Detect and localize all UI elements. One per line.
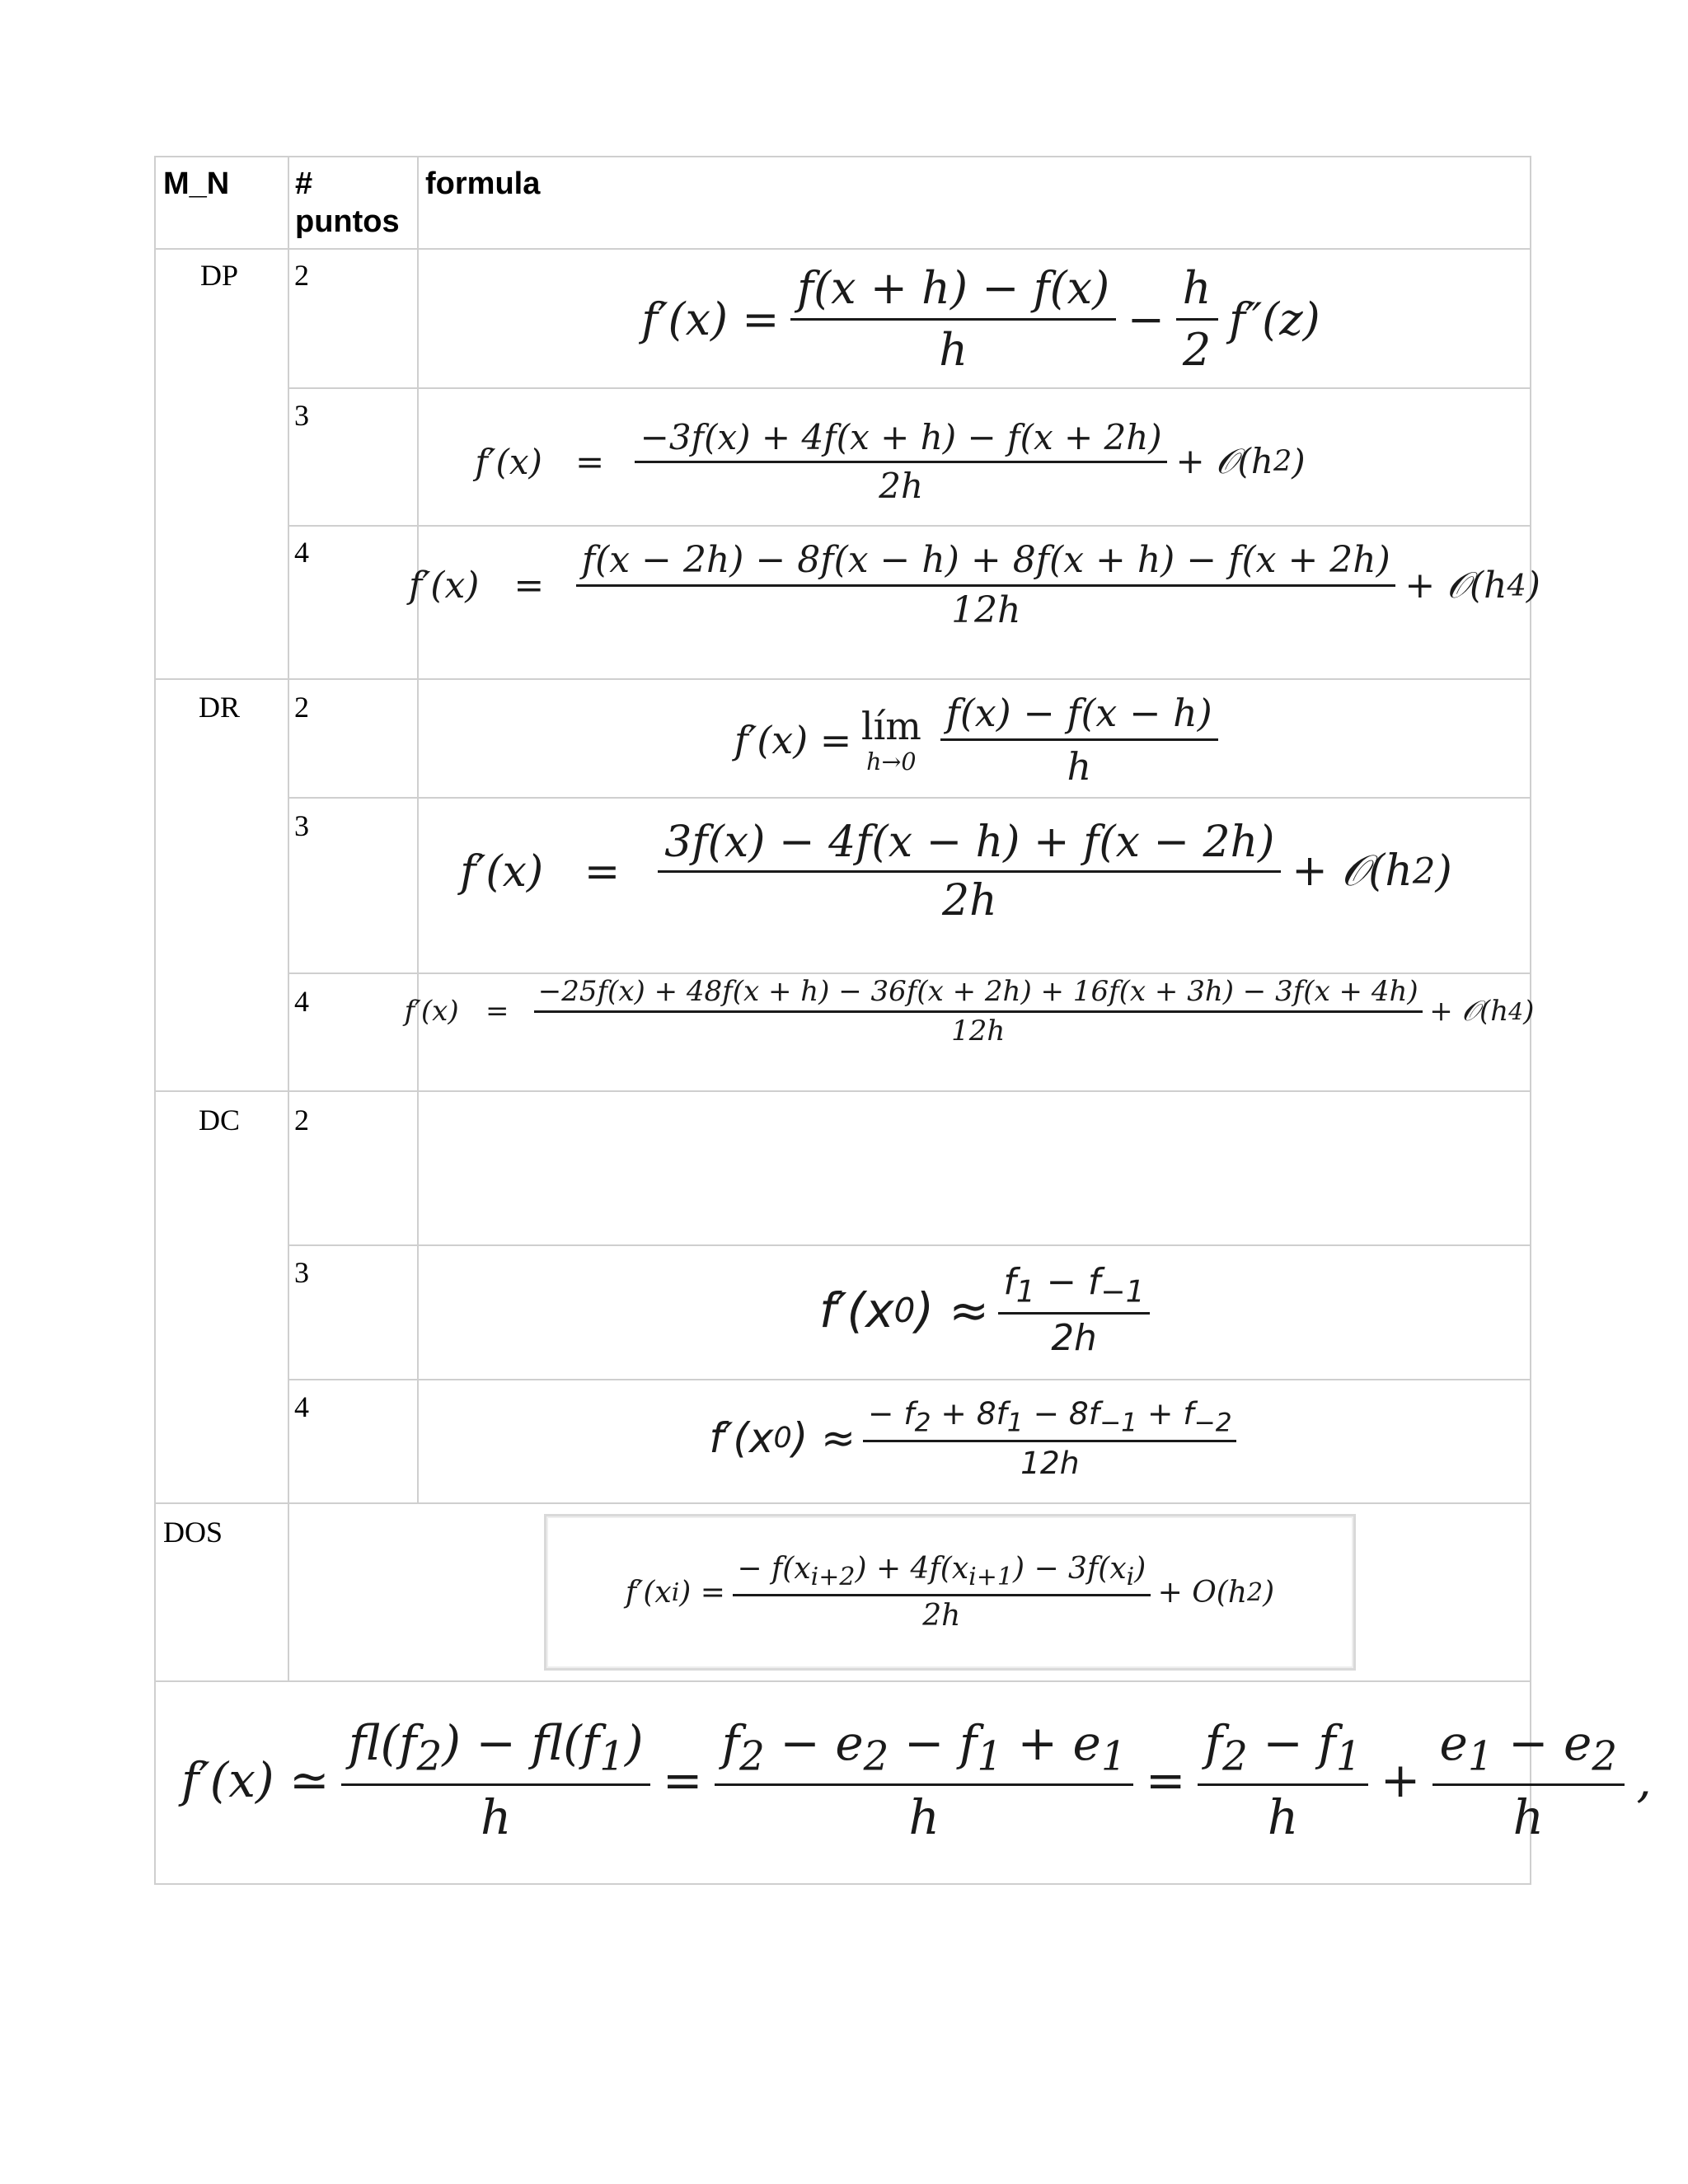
method-label: DC (199, 1104, 241, 1137)
formula-dr-4: f′(x) = −25f(x) + 48f(x + h) − 36f(x + 2h) + 16f(x + 3h) − 3f(x + 4h) 12h + 𝒪(h 4 ) (404, 974, 1535, 1048)
method-label: DP (200, 259, 239, 292)
row-divider (154, 248, 1531, 250)
row-divider (154, 1090, 1531, 1092)
formula-dr-3: f′(x) = $\frac{3f(x) - 4f(x - h) + f(x - 2h)}{2h}$ + 𝒪(h 2 ) (460, 817, 1452, 926)
subrow-divider (288, 1379, 1531, 1380)
row-divider (154, 678, 1531, 680)
formula-footer: f′(x) ≃ $\frac{fl(f_2) - fl(f_1)}{h}$ = $\frac{f_2 - e_2 - f_1 + e_1}{h}$ = $\frac{f_2 - f_1}{h}$ + $\frac{e_1 - e_2}{h}$ , (181, 1714, 1652, 1846)
column-divider (288, 156, 289, 1680)
row-divider (154, 1502, 1531, 1504)
row-divider (154, 1680, 1531, 1682)
header-points: # puntos (295, 166, 400, 239)
points-value: 4 (294, 1390, 309, 1423)
points-value: 2 (294, 691, 309, 724)
header-method: M_N (163, 166, 230, 201)
formula-dp-3: f′(x) = $\frac{-3f(x) + 4f(x + h) - f(x + 2h)}{2h}$ + 𝒪(h 2 ) (475, 417, 1306, 506)
method-label: DOS (163, 1516, 223, 1549)
points-value: 3 (294, 399, 309, 432)
method-label: DR (199, 691, 241, 724)
points-value: 3 (294, 1256, 309, 1289)
points-value: 4 (294, 536, 309, 569)
formula-dc-4: f′(x 0 ) ≈ $\frac{- f_2 + 8f_1 - 8f_{-1} + f_{-2}}{12h}$ (626, 1385, 1327, 1492)
formula-dp-2: f′(x) = $\frac{f(x + h) - f(x)}{h}$ − $\frac{h}{2}$ f″(z) (641, 262, 1320, 376)
subrow-divider (288, 387, 1531, 389)
points-value: 2 (294, 1104, 309, 1137)
subrow-divider (288, 1244, 1531, 1246)
column-divider (417, 156, 419, 1502)
formula-dp-4: f′(x) = $\frac{f(x - 2h) - 8f(x - h) + 8f(x + h) - f(x + 2h)}{12h}$ + 𝒪(h 4 ) (409, 538, 1540, 632)
header-formula: formula (425, 166, 541, 201)
subrow-divider (288, 797, 1531, 799)
formula-dr-2: f′(x) = lím h→0 $\frac{f(x) - f(x - h)}{h}$ (577, 688, 1385, 791)
points-value: 4 (294, 985, 309, 1018)
points-value: 3 (294, 809, 309, 842)
formula-dc-3: f′(x 0 ) ≈ $\frac{f_1 - f_{-1}}{2h}$ (742, 1249, 1236, 1372)
subrow-divider (288, 525, 1531, 527)
points-value: 2 (294, 259, 309, 292)
formula-dos: f′(x i ) = $\frac{- f(x_{i+2}) + 4f(x_{i+1}) - 3f(x_i)}{2h}$ + O(h 2 ) (625, 1552, 1275, 1633)
